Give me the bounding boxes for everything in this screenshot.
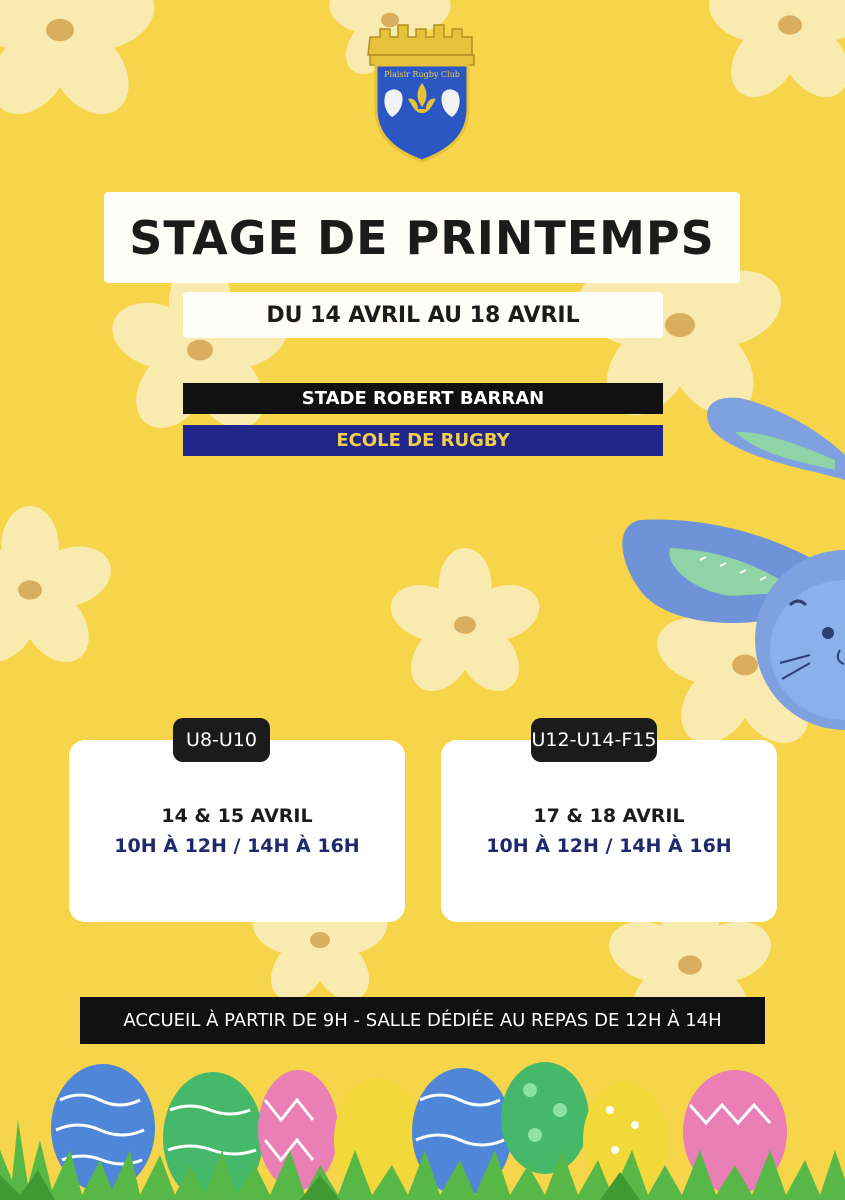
club-name-text: Plaisir Rugby Club — [384, 70, 460, 79]
page-title: STAGE DE PRINTEMPS — [104, 192, 740, 283]
session-hours: 10H À 12H / 14H À 16H — [486, 835, 732, 857]
venue-label: STADE ROBERT BARRAN — [183, 383, 663, 414]
school-label: ECOLE DE RUGBY — [183, 425, 663, 456]
date-range: DU 14 AVRIL AU 18 AVRIL — [183, 292, 663, 338]
session-group-badge: U8-U10 — [173, 718, 270, 762]
easter-egg-icon — [258, 1070, 338, 1190]
easter-egg-icon — [501, 1062, 589, 1174]
footer-info: ACCUEIL À PARTIR DE 9H - SALLE DÉDIÉE AU REPAS DE 12H À 14H — [80, 997, 765, 1044]
session-group-badge: U12-U14-F15 — [531, 718, 657, 762]
session-date: 17 & 18 AVRIL — [533, 805, 685, 827]
session-date: 14 & 15 AVRIL — [161, 805, 313, 827]
session-hours: 10H À 12H / 14H À 16H — [114, 835, 360, 857]
